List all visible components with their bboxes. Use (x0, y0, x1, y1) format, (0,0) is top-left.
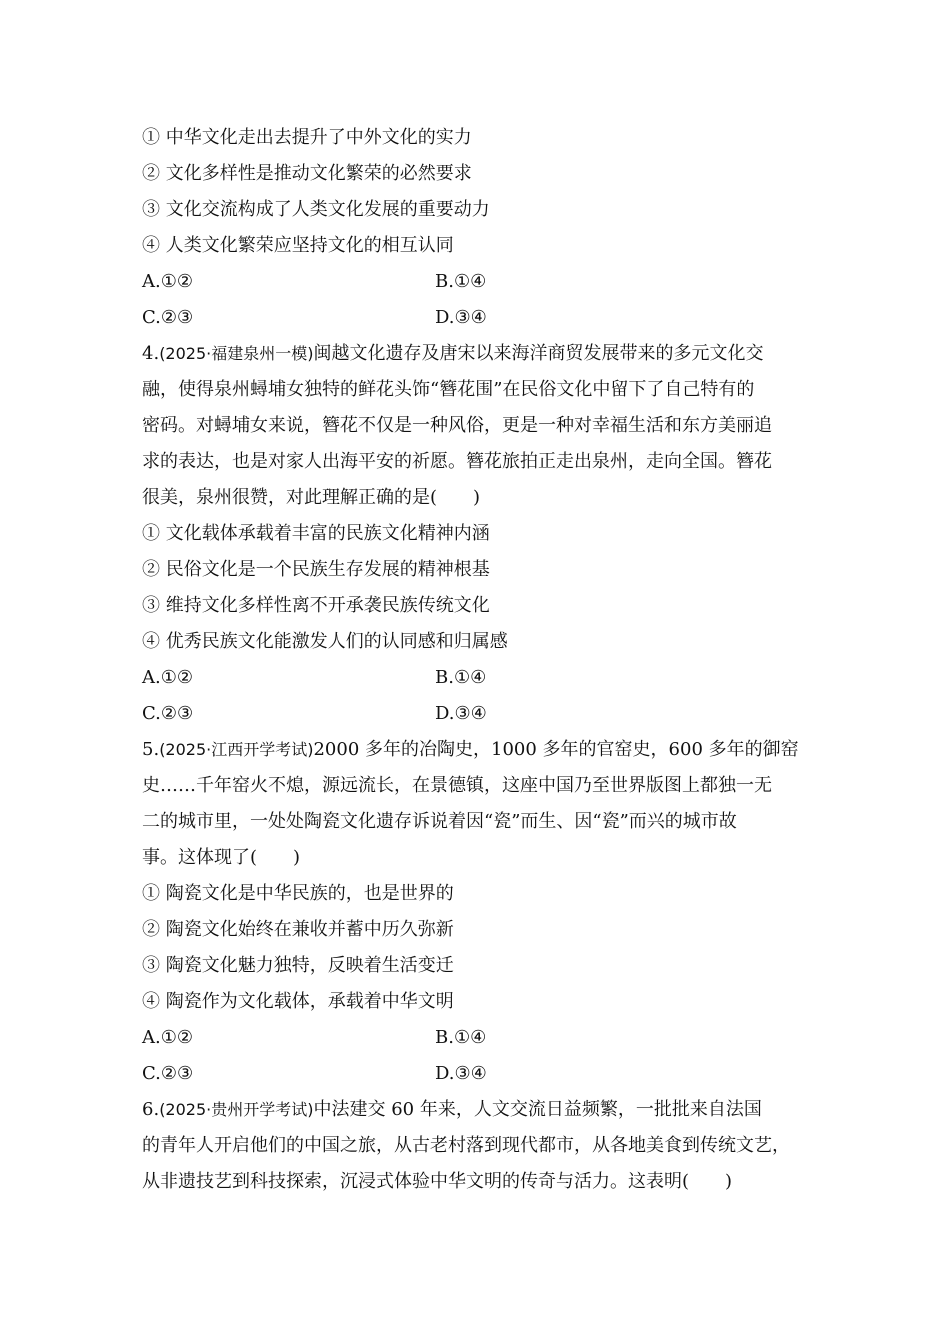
q6-source: (2025·贵州开学考试) (159, 1100, 314, 1119)
q3-choices-row-1 (142, 264, 814, 300)
q3-statement-3: ③ 文化交流构成了人类文化发展的重要动力 (142, 199, 490, 220)
q4-stem-line-3: 密码。对蟳埔女来说，簪花不仅是一种风俗，更是一种对幸福生活和东方美丽追 (142, 415, 772, 436)
q3-statement-1: ① 中华文化走出去提升了中外文化的实力 (142, 127, 472, 148)
q5-statement-2: ② 陶瓷文化始终在兼收并蓄中历久弥新 (142, 919, 454, 940)
q5-statement-4: ④ 陶瓷作为文化载体，承载着中华文明 (142, 991, 454, 1012)
q3-choice-d: D.③④ (435, 307, 487, 328)
question-4 (142, 336, 814, 732)
q4-choice-c: C.②③ (142, 703, 194, 724)
q5-stem-text-1: 2000 多年的冶陶史，1000 多年的官窑史，600 多年的御窑 (313, 739, 799, 760)
q5-choices-row-2 (142, 1056, 814, 1092)
q4-source: (2025·福建泉州一模) (159, 344, 314, 363)
q4-stem-line-1 (142, 336, 814, 372)
q4-stem-text-1: 闽越文化遗存及唐宋以来海洋商贸发展带来的多元文化交 (313, 343, 764, 364)
q5-choices-row-1 (142, 1020, 814, 1056)
q6-stem-line-1 (142, 1092, 814, 1128)
q4-choice-b: B.①④ (435, 667, 487, 688)
q5-stem-line-2: 史……千年窑火不熄，源远流长，在景德镇，这座中国乃至世界版图上都独一无 (142, 775, 772, 796)
q3-choice-a: A.①② (142, 271, 193, 292)
q5-choice-c: C.②③ (142, 1063, 194, 1084)
q4-choice-d: D.③④ (435, 703, 487, 724)
q4-choices-row-2 (142, 696, 814, 732)
q5-choice-b: B.①④ (435, 1027, 487, 1048)
q6-stem-text-1: 中法建交 60 年来，人文交流日益频繁，一批批来自法国 (313, 1099, 762, 1120)
q5-number: 5. (142, 739, 160, 760)
q5-stem-line-3: 二的城市里，一处处陶瓷文化遗存诉说着因“瓷”而生、因“瓷”而兴的城市故 (142, 811, 737, 832)
question-6 (142, 1092, 814, 1200)
q5-statement-1: ① 陶瓷文化是中华民族的，也是世界的 (142, 883, 454, 904)
q6-stem-line-3: 从非遗技艺到科技探索，沉浸式体验中华文明的传奇与活力。这表明( ) (142, 1171, 733, 1192)
q5-stem-line-4: 事。这体现了( ) (142, 847, 301, 868)
q5-statement-3: ③ 陶瓷文化魅力独特，反映着生活变迁 (142, 955, 454, 976)
q4-stem-line-5: 很美，泉州很赞，对此理解正确的是( ) (142, 487, 481, 508)
q6-number: 6. (142, 1099, 160, 1120)
q4-stem-line-4: 求的表达，也是对家人出海平安的祈愿。簪花旅拍正走出泉州，走向全国。簪花 (142, 451, 772, 472)
q3-statement-2: ② 文化多样性是推动文化繁荣的必然要求 (142, 163, 472, 184)
q4-statement-3: ③ 维持文化多样性离不开承袭民族传统文化 (142, 595, 490, 616)
q3-choice-c: C.②③ (142, 307, 194, 328)
question-3-tail (142, 120, 814, 336)
q4-statement-1: ① 文化载体承载着丰富的民族文化精神内涵 (142, 523, 490, 544)
q5-choice-a: A.①② (142, 1027, 193, 1048)
q4-statement-2: ② 民俗文化是一个民族生存发展的精神根基 (142, 559, 490, 580)
document-page (142, 120, 814, 1200)
q4-number: 4. (142, 343, 160, 364)
q4-statement-4: ④ 优秀民族文化能激发人们的认同感和归属感 (142, 631, 508, 652)
question-5 (142, 732, 814, 1092)
q4-choices-row-1 (142, 660, 814, 696)
q5-source: (2025·江西开学考试) (159, 740, 314, 759)
q5-stem-line-1 (142, 732, 814, 768)
q5-choice-d: D.③④ (435, 1063, 487, 1084)
q4-choice-a: A.①② (142, 667, 193, 688)
q3-choices-row-2 (142, 300, 814, 336)
q3-statement-4: ④ 人类文化繁荣应坚持文化的相互认同 (142, 235, 454, 256)
q6-stem-line-2: 的青年人开启他们的中国之旅，从古老村落到现代都市，从各地美食到传统文艺， (142, 1135, 790, 1156)
q4-stem-line-2: 融，使得泉州蟳埔女独特的鲜花头饰“簪花围”在民俗文化中留下了自己特有的 (142, 379, 755, 400)
q3-choice-b: B.①④ (435, 271, 487, 292)
